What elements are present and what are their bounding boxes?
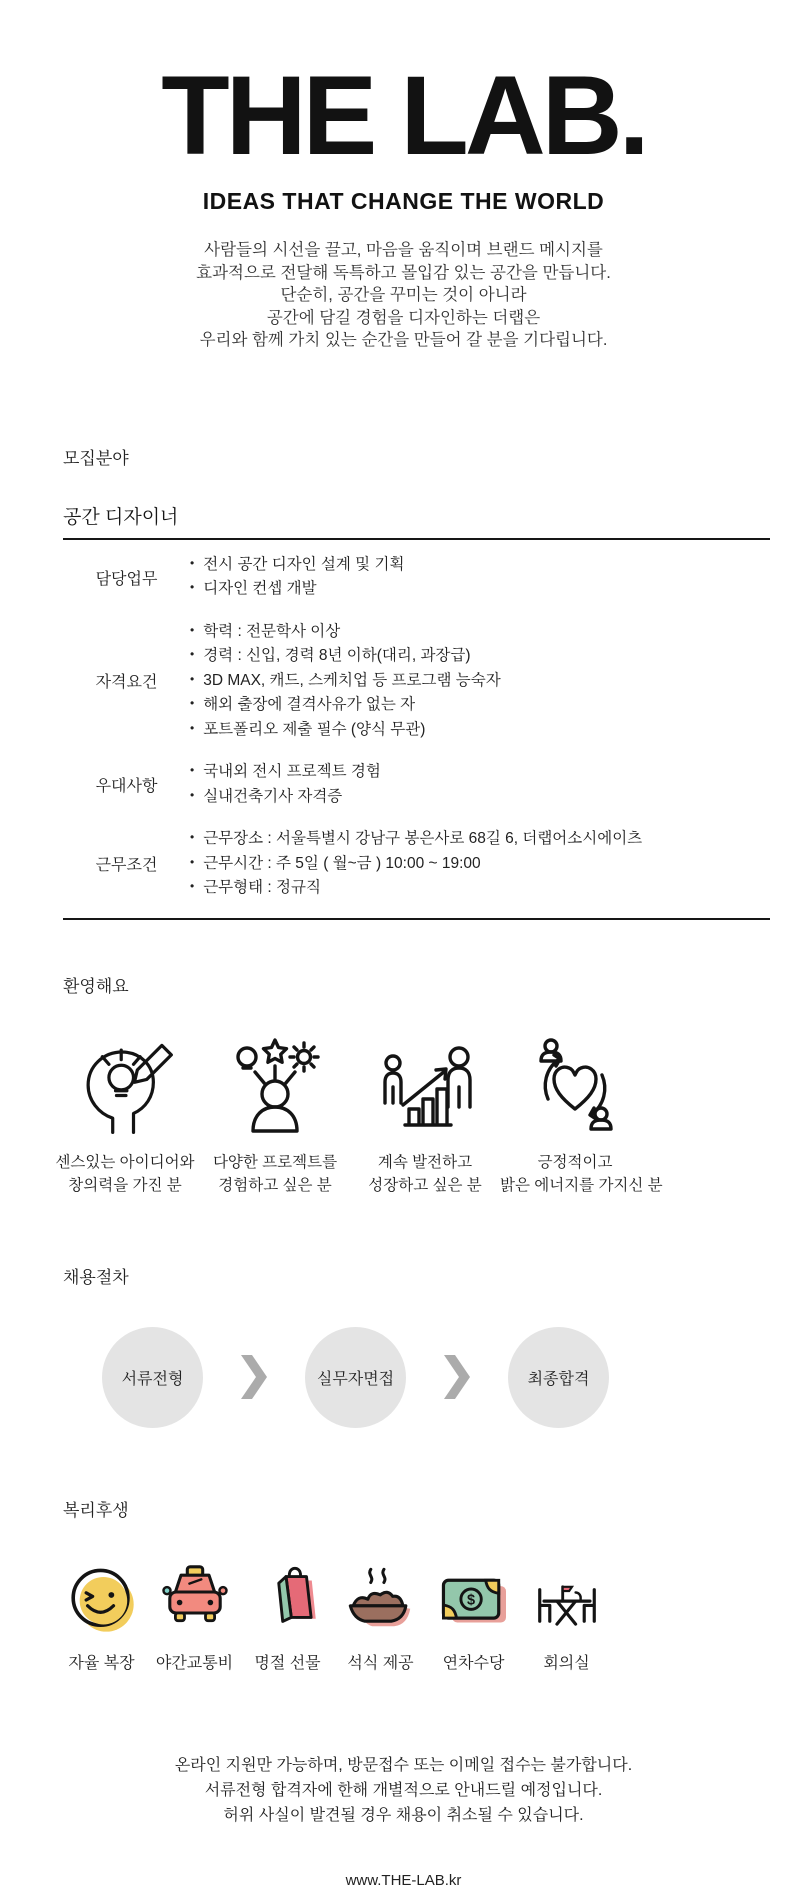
process-step: 서류전형: [102, 1327, 203, 1428]
list-item: • 전시 공간 디자인 설계 및 기획: [190, 553, 770, 578]
recruit-section: [63, 444, 770, 920]
note-line: 서류전형 합격자에 한해 개별적으로 안내드릴 예정입니다.: [204, 1781, 603, 1799]
benefit-label: 명절 선물: [254, 1654, 321, 1672]
process-flow: [102, 1327, 770, 1428]
welcome-item: [350, 1033, 500, 1197]
row-label: 자격요건: [95, 674, 158, 692]
welcome-section-title: 환영해요: [63, 976, 129, 996]
row-items: [190, 760, 770, 809]
benefit-item: [520, 1559, 613, 1673]
welcome-caption: 계속 발전하고 성장하고 싶은 분: [368, 1153, 482, 1194]
welcome-caption: 다양한 프로젝트를 경험하고 싶은 분: [212, 1153, 338, 1194]
table-row-preferred: [63, 751, 770, 818]
benefit-label: 야간교통비: [155, 1654, 234, 1672]
welcome-item: [500, 1033, 663, 1197]
chevron-right-icon: [203, 1355, 305, 1399]
row-label: 담당업무: [95, 570, 158, 588]
company-logo: THE LAB.: [161, 53, 646, 178]
list-item: • 포트폴리오 제출 필수 (양식 무관): [190, 718, 770, 743]
list-item: • 해외 출장에 결격사유가 없는 자: [190, 693, 770, 718]
row-items: [190, 553, 770, 602]
list-item: • 근무시간 : 주 5일 ( 월~금 ) 10:00 ~ 19:00: [190, 852, 770, 877]
meal-dish-icon: [334, 1559, 427, 1637]
intro-line: 공간에 담길 경험을 디자인하는 더랩은: [266, 308, 541, 327]
table-row-duties: [63, 544, 770, 611]
process-section-title: 채용절차: [63, 1267, 129, 1287]
creative-head-icon: [50, 1033, 200, 1137]
welcome-item: [200, 1033, 350, 1197]
benefit-label: 연차수당: [442, 1654, 505, 1672]
benefit-item: [427, 1559, 520, 1673]
website-url[interactable]: www.THE-LAB.kr: [345, 1871, 462, 1889]
process-section: [63, 1263, 770, 1428]
row-items: [190, 827, 770, 901]
project-person-icon: [200, 1033, 350, 1137]
positive-energy-icon: [500, 1033, 650, 1137]
benefit-label: 자율 복장: [68, 1654, 135, 1672]
benefits-section: [63, 1496, 770, 1673]
meeting-table-icon: [520, 1559, 613, 1637]
list-item: • 근무형태 : 정규직: [190, 876, 770, 901]
application-notes: [0, 1753, 807, 1828]
list-item: • 실내건축기사 자격증: [190, 785, 770, 810]
note-line: 허위 사실이 발견될 경우 채용이 취소될 수 있습니다.: [223, 1806, 584, 1824]
list-item: • 디자인 컨셉 개발: [190, 577, 770, 602]
money-bill-icon: [427, 1559, 520, 1637]
benefit-item: [241, 1559, 334, 1673]
welcome-items-row: [50, 1033, 663, 1197]
list-item: • 3D MAX, 캐드, 스케치업 등 프로그램 능숙자: [190, 669, 770, 694]
row-items: [190, 620, 770, 743]
benefits-row: [55, 1559, 615, 1673]
intro-paragraph: [0, 239, 807, 352]
process-step: 실무자면접: [305, 1327, 406, 1428]
job-title: 공간 디자이너: [63, 502, 770, 540]
intro-line: 효과적으로 전달해 독특하고 몰입감 있는 공간을 만듭니다.: [196, 263, 611, 282]
gift-bag-icon: [241, 1559, 334, 1637]
job-detail-table: [63, 540, 770, 920]
process-step: 최종합격: [508, 1327, 609, 1428]
benefit-label: 회의실: [543, 1654, 590, 1672]
welcome-section: [55, 972, 770, 1197]
benefit-item: [334, 1559, 427, 1673]
intro-line: 사람들의 시선을 끌고, 마음을 움직이며 브랜드 메시지를: [204, 241, 603, 260]
welcome-caption: 센스있는 아이디어와 창의력을 가진 분: [55, 1153, 195, 1194]
benefit-label: 석식 제공: [347, 1654, 414, 1672]
table-row-qualifications: [63, 611, 770, 752]
taxi-icon: [148, 1559, 241, 1637]
list-item: • 국내외 전시 프로젝트 경험: [190, 760, 770, 785]
benefits-section-title: 복리후생: [63, 1500, 129, 1520]
intro-line: 우리와 함께 가치 있는 순간을 만들어 갈 분을 기다립니다.: [199, 331, 608, 350]
benefit-item: [55, 1559, 148, 1673]
table-row-conditions: [63, 818, 770, 910]
recruit-section-title: 모집분야: [63, 448, 129, 468]
smiley-wink-icon: [55, 1559, 148, 1637]
list-item: • 근무장소 : 서울특별시 강남구 봉은사로 68길 6, 더랩어소시에이츠: [190, 827, 770, 852]
chevron-right-icon: [406, 1355, 508, 1399]
list-item: • 경력 : 신입, 경력 8년 이하(대리, 과장급): [190, 644, 770, 669]
benefit-item: [148, 1559, 241, 1673]
intro-line: 단순히, 공간을 꾸미는 것이 아니라: [280, 286, 527, 305]
row-label: 우대사항: [95, 778, 158, 796]
welcome-item: [50, 1033, 200, 1197]
growth-chart-icon: [350, 1033, 500, 1137]
note-line: 온라인 지원만 가능하며, 방문접수 또는 이메일 접수는 불가합니다.: [174, 1756, 633, 1774]
welcome-caption: 긍정적이고 밝은 에너지를 가지신 분: [500, 1153, 663, 1194]
row-label: 근무조건: [95, 857, 158, 875]
company-tagline: IDEAS THAT CHANGE THE WORLD: [202, 188, 605, 215]
svg-text:$: $: [466, 1591, 475, 1608]
list-item: • 학력 : 전문학사 이상: [190, 620, 770, 645]
